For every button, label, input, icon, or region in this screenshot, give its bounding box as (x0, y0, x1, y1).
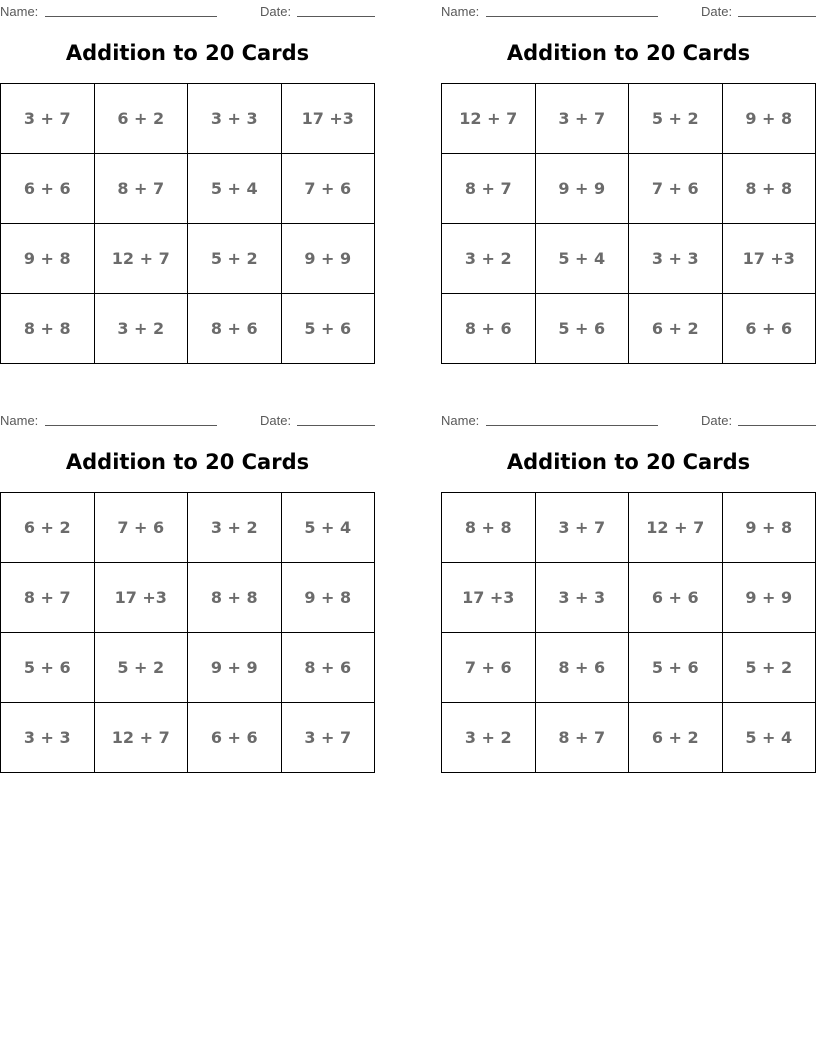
problem-cell: 17 +3 (94, 563, 188, 633)
problem-cell: 17 +3 (442, 563, 536, 633)
problem-cell: 9 + 9 (188, 633, 282, 703)
problem-cell: 5 + 6 (1, 633, 95, 703)
name-line (45, 16, 217, 17)
problem-cell: 6 + 6 (188, 703, 282, 773)
grid-row (1, 154, 375, 224)
date-line (738, 425, 816, 426)
grid-row (442, 493, 816, 563)
problem-cell: 8 + 8 (188, 563, 282, 633)
problem-cell: 12 + 7 (442, 84, 536, 154)
problem-cell: 5 + 4 (722, 703, 816, 773)
date-line (297, 16, 375, 17)
date-line (297, 425, 375, 426)
problem-cell: 3 + 2 (94, 294, 188, 364)
problem-cell: 7 + 6 (281, 154, 375, 224)
problem-cell: 3 + 3 (535, 563, 629, 633)
problem-cell: 5 + 2 (94, 633, 188, 703)
name-label: Name: (441, 413, 480, 428)
card-header (0, 409, 375, 431)
problem-cell: 3 + 3 (1, 703, 95, 773)
addition-card-4 (441, 409, 816, 747)
problem-cell: 8 + 6 (442, 294, 536, 364)
problem-cell: 5 + 2 (722, 633, 816, 703)
grid-row (1, 633, 375, 703)
problem-cell: 17 +3 (281, 84, 375, 154)
problem-cell: 8 + 6 (535, 633, 629, 703)
problem-grid (441, 492, 816, 773)
name-label: Name: (0, 413, 39, 428)
problem-cell: 3 + 7 (535, 493, 629, 563)
problem-cell: 9 + 9 (535, 154, 629, 224)
problem-cell: 9 + 9 (722, 563, 816, 633)
grid-row (442, 703, 816, 773)
name-line (486, 16, 658, 17)
problem-cell: 12 + 7 (94, 224, 188, 294)
addition-card-1 (0, 0, 375, 338)
problem-cell: 5 + 6 (535, 294, 629, 364)
name-label: Name: (0, 4, 39, 19)
problem-cell: 9 + 8 (722, 84, 816, 154)
problem-cell: 8 + 6 (188, 294, 282, 364)
problem-cell: 6 + 2 (629, 294, 723, 364)
problem-cell: 3 + 2 (442, 224, 536, 294)
grid-row (1, 224, 375, 294)
grid-row (1, 703, 375, 773)
problem-cell: 5 + 2 (188, 224, 282, 294)
problem-cell: 3 + 7 (281, 703, 375, 773)
problem-cell: 5 + 4 (281, 493, 375, 563)
grid-row (442, 294, 816, 364)
problem-cell: 3 + 3 (629, 224, 723, 294)
problem-cell: 9 + 8 (281, 563, 375, 633)
card-title: Addition to 20 Cards (65, 450, 310, 474)
grid-row (442, 224, 816, 294)
problem-cell: 3 + 2 (188, 493, 282, 563)
grid-row (442, 84, 816, 154)
problem-cell: 6 + 2 (629, 703, 723, 773)
problem-cell: 3 + 7 (1, 84, 95, 154)
problem-cell: 5 + 4 (535, 224, 629, 294)
card-header (0, 0, 375, 22)
problem-cell: 3 + 2 (442, 703, 536, 773)
grid-row (1, 294, 375, 364)
date-label: Date: (701, 413, 733, 428)
grid-row (1, 493, 375, 563)
name-line (486, 425, 658, 426)
problem-cell: 6 + 2 (1, 493, 95, 563)
problem-grid (441, 83, 816, 364)
card-header (441, 0, 816, 22)
problem-cell: 8 + 6 (281, 633, 375, 703)
grid-row (1, 84, 375, 154)
problem-grid (0, 83, 375, 364)
date-label: Date: (260, 413, 292, 428)
grid-row (442, 563, 816, 633)
date-label: Date: (701, 4, 733, 19)
name-label: Name: (441, 4, 480, 19)
problem-cell: 6 + 6 (1, 154, 95, 224)
addition-card-2 (441, 0, 816, 338)
problem-cell: 8 + 7 (1, 563, 95, 633)
problem-cell: 8 + 7 (535, 703, 629, 773)
problem-cell: 3 + 3 (188, 84, 282, 154)
problem-cell: 9 + 8 (1, 224, 95, 294)
problem-cell: 7 + 6 (629, 154, 723, 224)
card-title: Addition to 20 Cards (506, 41, 751, 65)
problem-cell: 8 + 8 (1, 294, 95, 364)
problem-cell: 6 + 2 (94, 84, 188, 154)
date-label: Date: (260, 4, 292, 19)
problem-cell: 12 + 7 (629, 493, 723, 563)
problem-cell: 5 + 4 (188, 154, 282, 224)
grid-row (1, 563, 375, 633)
problem-cell: 3 + 7 (535, 84, 629, 154)
date-line (738, 16, 816, 17)
card-header (441, 409, 816, 431)
grid-row (442, 154, 816, 224)
card-title: Addition to 20 Cards (506, 450, 751, 474)
addition-card-3 (0, 409, 375, 747)
problem-cell: 17 +3 (722, 224, 816, 294)
problem-cell: 8 + 8 (442, 493, 536, 563)
name-line (45, 425, 217, 426)
problem-cell: 8 + 7 (94, 154, 188, 224)
problem-cell: 5 + 6 (281, 294, 375, 364)
problem-cell: 5 + 6 (629, 633, 723, 703)
problem-cell: 8 + 8 (722, 154, 816, 224)
problem-cell: 7 + 6 (94, 493, 188, 563)
problem-cell: 7 + 6 (442, 633, 536, 703)
card-title: Addition to 20 Cards (65, 41, 310, 65)
problem-cell: 6 + 6 (629, 563, 723, 633)
problem-cell: 6 + 6 (722, 294, 816, 364)
problem-cell: 9 + 9 (281, 224, 375, 294)
problem-cell: 9 + 8 (722, 493, 816, 563)
grid-row (442, 633, 816, 703)
problem-cell: 8 + 7 (442, 154, 536, 224)
problem-grid (0, 492, 375, 773)
problem-cell: 5 + 2 (629, 84, 723, 154)
problem-cell: 12 + 7 (94, 703, 188, 773)
